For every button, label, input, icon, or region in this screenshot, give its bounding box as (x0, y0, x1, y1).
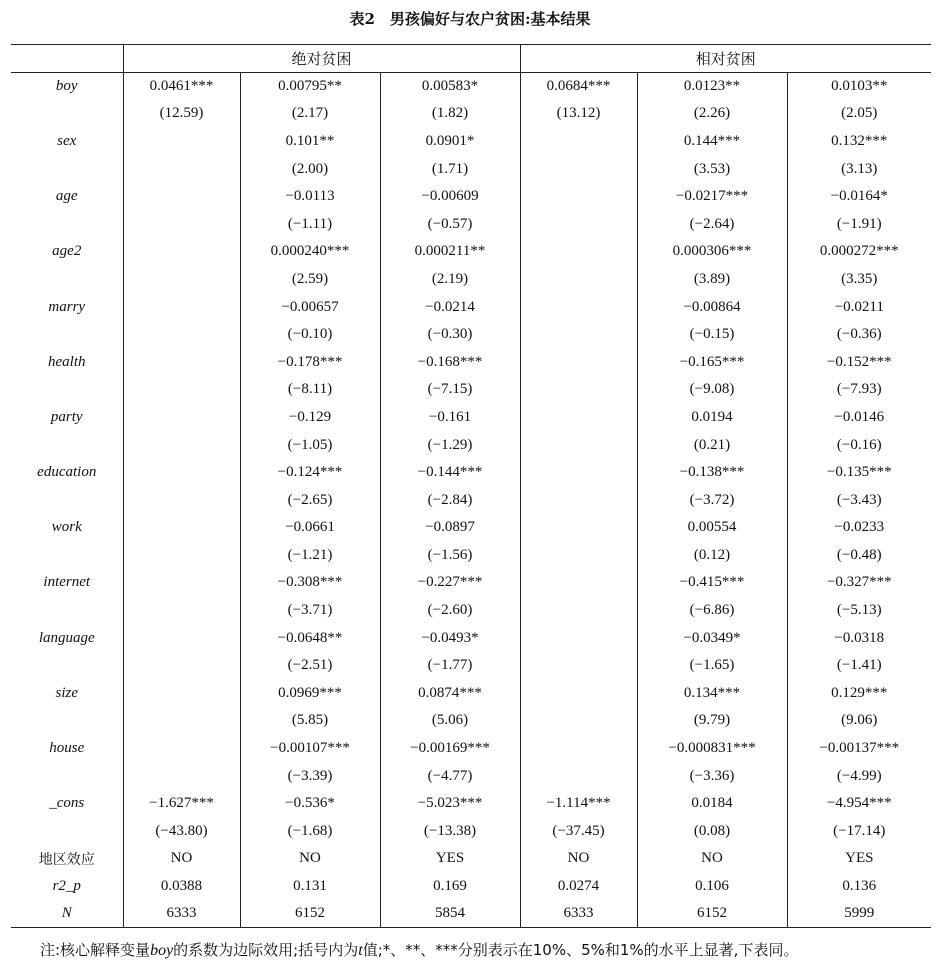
variable-label (11, 762, 123, 790)
note-suffix: 值;*、**、***分别表示在10%、5%和1%的水平上显著,下表同。 (362, 941, 799, 959)
table-cell (520, 376, 637, 404)
table-cell: −0.415*** (637, 569, 787, 597)
table-cell (123, 404, 240, 432)
variable-label: party (11, 404, 123, 432)
variable-label (11, 542, 123, 570)
group-header-row (11, 45, 931, 73)
table-cell: −0.0211 (834, 298, 884, 315)
table-cell: 0.0184 (637, 790, 787, 818)
variable-label: _cons (11, 790, 123, 818)
variable-label (11, 431, 123, 459)
table-cell: 0.00795** (240, 73, 380, 101)
table-cell: (2.17) (240, 100, 380, 128)
table-cell: (−0.36) (836, 326, 882, 343)
table-row-tstat (11, 818, 931, 846)
variable-label: age2 (11, 238, 123, 266)
header-blank-cell (11, 45, 123, 73)
table-cell: (−3.71) (240, 597, 380, 625)
table-cell: 0.000272*** (819, 243, 899, 260)
table-cell: −0.00107*** (240, 735, 380, 763)
note-variable: boy (150, 942, 174, 959)
table-row-region-effect (11, 845, 931, 873)
table-cell: (3.89) (637, 266, 787, 294)
table-cell: −0.161 (380, 404, 520, 432)
table-cell: (3.13) (841, 160, 878, 177)
table-cell (520, 321, 637, 349)
variable-label: house (11, 735, 123, 763)
table-cell (123, 266, 240, 294)
table-cell (123, 624, 240, 652)
table-cell (520, 569, 637, 597)
table-cell: −0.0214 (380, 293, 520, 321)
results-table (11, 44, 931, 928)
table-cell: (3.53) (637, 155, 787, 183)
table-cell: (−1.21) (240, 542, 380, 570)
table-body (11, 73, 931, 928)
table-cell (123, 155, 240, 183)
table-row-N (11, 900, 931, 928)
table-cell (123, 569, 240, 597)
table-cell: (5.06) (380, 707, 520, 735)
table-title: 表2 男孩偏好与农户贫困:基本结果 (349, 10, 591, 28)
table-cell (123, 542, 240, 570)
table-cell (520, 597, 637, 625)
table-cell: −0.0233 (834, 519, 885, 536)
table-cell: −0.327*** (826, 574, 892, 591)
table-row-tstat (11, 376, 931, 404)
table-row-work (11, 514, 931, 542)
table-cell: −0.138*** (637, 459, 787, 487)
table-cell: (−1.91) (836, 215, 882, 232)
table-cell: −0.144*** (380, 459, 520, 487)
table-cell (123, 293, 240, 321)
table-cell: (−43.80) (123, 818, 240, 846)
table-cell: (−0.15) (637, 321, 787, 349)
table-cell: (−13.38) (380, 818, 520, 846)
table-cell: −0.00864 (637, 293, 787, 321)
table-cell: −0.152*** (826, 353, 892, 370)
table-cell: −0.00137*** (819, 740, 900, 757)
table-row-tstat (11, 707, 931, 735)
table-cell: −0.00609 (380, 183, 520, 211)
table-cell (520, 238, 637, 266)
table-cell: 0.144*** (637, 128, 787, 156)
table-row-tstat (11, 431, 931, 459)
table-cell: 0.0123** (637, 73, 787, 101)
table-cell: (−2.65) (240, 486, 380, 514)
table-row-health (11, 348, 931, 376)
table-cell: 6333 (520, 900, 637, 928)
table-cell: (5.85) (240, 707, 380, 735)
table-cell: −0.000831*** (637, 735, 787, 763)
table-cell: (9.06) (841, 712, 878, 729)
table-cell: 0.0194 (637, 404, 787, 432)
table-cell: (−0.16) (836, 436, 882, 453)
table-cell: −0.227*** (380, 569, 520, 597)
table-cell: (−1.65) (637, 652, 787, 680)
table-cell (123, 680, 240, 708)
table-cell: (12.59) (123, 100, 240, 128)
table-cell: 0.0103** (831, 78, 888, 95)
table-cell (520, 542, 637, 570)
table-cell: (−0.57) (380, 210, 520, 238)
table-cell: (−4.99) (836, 767, 882, 784)
variable-label: age (11, 183, 123, 211)
table-row-size (11, 680, 931, 708)
table-row-tstat (11, 652, 931, 680)
table-cell (520, 735, 637, 763)
table-cell: −5.023*** (380, 790, 520, 818)
table-cell (123, 431, 240, 459)
table-cell (520, 707, 637, 735)
table-cell: −0.0146 (834, 408, 885, 425)
variable-label: boy (11, 73, 123, 101)
table-cell: (−6.86) (637, 597, 787, 625)
table-cell (520, 348, 637, 376)
variable-label (11, 266, 123, 294)
variable-label: language (11, 624, 123, 652)
table-cell: −0.168*** (380, 348, 520, 376)
table-cell: (−3.43) (836, 491, 882, 508)
table-cell: (−1.56) (380, 542, 520, 570)
table-cell (123, 459, 240, 487)
table-cell: −0.124*** (240, 459, 380, 487)
table-cell: 0.0684*** (520, 73, 637, 101)
table-cell: (−1.77) (380, 652, 520, 680)
table-row-tstat (11, 542, 931, 570)
table-cell (123, 652, 240, 680)
table-cell: NO (240, 845, 380, 873)
table-cell: (−3.72) (637, 486, 787, 514)
table-cell: −0.0318 (834, 629, 885, 646)
variable-label: health (11, 348, 123, 376)
variable-label: r2_p (11, 873, 123, 901)
table-cell: 0.0274 (520, 873, 637, 901)
variable-label (11, 321, 123, 349)
table-cell: 0.0969*** (240, 680, 380, 708)
variable-label (11, 652, 123, 680)
table-cell: (9.79) (637, 707, 787, 735)
table-cell: −0.0648** (240, 624, 380, 652)
table-cell: (−17.14) (833, 822, 886, 839)
variable-label (11, 597, 123, 625)
variable-label: N (11, 900, 123, 928)
table-cell: (1.82) (380, 100, 520, 128)
table-cell: (0.08) (637, 818, 787, 846)
table-cell: (−1.41) (836, 657, 882, 674)
table-cell: 5854 (380, 900, 520, 928)
table-cell (123, 735, 240, 763)
table-cell: NO (637, 845, 787, 873)
table-cell: (0.21) (637, 431, 787, 459)
group-header-relative-poverty: 相对贫困 (520, 45, 931, 73)
table-row-house (11, 735, 931, 763)
table-cell: 0.131 (240, 873, 380, 901)
table-cell (123, 238, 240, 266)
group-header-absolute-poverty: 绝对贫困 (123, 45, 520, 73)
table-cell (123, 210, 240, 238)
variable-label (11, 376, 123, 404)
variable-label: work (11, 514, 123, 542)
table-cell: −1.627*** (123, 790, 240, 818)
table-cell: 0.00583* (380, 73, 520, 101)
table-cell (520, 266, 637, 294)
table-cell: −0.135*** (826, 464, 892, 481)
table-cell: (2.19) (380, 266, 520, 294)
table-cell: −0.165*** (637, 348, 787, 376)
table-cell: YES (380, 845, 520, 873)
table-cell: 0.00554 (637, 514, 787, 542)
table-cell: −0.00657 (240, 293, 380, 321)
table-cell: (−2.64) (637, 210, 787, 238)
table-row-tstat (11, 486, 931, 514)
table-cell: (−3.36) (637, 762, 787, 790)
table-cell: 5999 (787, 900, 931, 928)
table-cell: (−2.60) (380, 597, 520, 625)
table-cell (123, 486, 240, 514)
table-cell: −0.0164* (830, 188, 888, 205)
table-row-age (11, 183, 931, 211)
table-cell: 6152 (637, 900, 787, 928)
table-cell: 0.134*** (637, 680, 787, 708)
table-cell: 0.101** (240, 128, 380, 156)
table-cell (123, 376, 240, 404)
table-row-tstat (11, 597, 931, 625)
table-cell: −0.0113 (240, 183, 380, 211)
variable-label: sex (11, 128, 123, 156)
table-row-r2p (11, 873, 931, 901)
table-cell (520, 652, 637, 680)
variable-label: education (11, 459, 123, 487)
variable-label (11, 210, 123, 238)
table-cell (123, 514, 240, 542)
table-cell (520, 293, 637, 321)
variable-label: marry (11, 293, 123, 321)
table-cell (123, 128, 240, 156)
table-row-tstat (11, 266, 931, 294)
table-row-tstat (11, 321, 931, 349)
table-row-education (11, 459, 931, 487)
table-cell: 0.129*** (831, 684, 888, 701)
table-cell: (−1.11) (240, 210, 380, 238)
table-row-internet (11, 569, 931, 597)
table-cell: 6152 (240, 900, 380, 928)
variable-label (11, 100, 123, 128)
table-row-sex (11, 128, 931, 156)
table-cell: NO (123, 845, 240, 873)
table-cell (123, 762, 240, 790)
table-cell: (−3.39) (240, 762, 380, 790)
table-row-marry (11, 293, 931, 321)
table-row-tstat (11, 100, 931, 128)
variable-label (11, 155, 123, 183)
table-cell: (0.12) (637, 542, 787, 570)
table-cell: −0.178*** (240, 348, 380, 376)
table-cell (520, 459, 637, 487)
table-cell (520, 486, 637, 514)
table-footnote (40, 939, 940, 960)
table-cell (123, 348, 240, 376)
table-cell (520, 680, 637, 708)
table-cell: (2.26) (637, 100, 787, 128)
table-cell: (−7.15) (380, 376, 520, 404)
table-cell: (−0.10) (240, 321, 380, 349)
table-cell (520, 624, 637, 652)
table-cell: 0.169 (380, 873, 520, 901)
table-cell: 6333 (123, 900, 240, 928)
table-cell: −4.954*** (826, 795, 892, 812)
variable-label (11, 818, 123, 846)
table-cell: YES (845, 850, 874, 867)
table-cell (520, 431, 637, 459)
table-cell (520, 183, 637, 211)
table-cell: (−1.68) (240, 818, 380, 846)
table-cell (520, 514, 637, 542)
variable-label: 地区效应 (11, 845, 123, 873)
table-cell: 0.000306*** (637, 238, 787, 266)
table-cell: −0.0493* (380, 624, 520, 652)
table-cell: (−1.29) (380, 431, 520, 459)
table-cell: −0.00169*** (380, 735, 520, 763)
table-cell: 0.0388 (123, 873, 240, 901)
table-row-age2 (11, 238, 931, 266)
table-cell: −0.129 (240, 404, 380, 432)
table-cell: (13.12) (520, 100, 637, 128)
table-cell: 0.136 (842, 878, 877, 895)
variable-label: internet (11, 569, 123, 597)
variable-label (11, 486, 123, 514)
table-cell: (2.00) (240, 155, 380, 183)
table-cell: 0.106 (637, 873, 787, 901)
note-prefix: 注:核心解释变量 (40, 941, 151, 959)
table-cell (123, 183, 240, 211)
table-cell: (−37.45) (520, 818, 637, 846)
table-cell: 0.132*** (831, 132, 888, 149)
table-cell (520, 155, 637, 183)
table-cell: (−8.11) (240, 376, 380, 404)
table-cell: −0.0897 (380, 514, 520, 542)
note-t-symbol: t (358, 942, 363, 959)
table-cell (123, 597, 240, 625)
table-cell: (−9.08) (637, 376, 787, 404)
table-cell: (−0.30) (380, 321, 520, 349)
table-row-tstat (11, 762, 931, 790)
table-row-tstat (11, 155, 931, 183)
table-cell (520, 128, 637, 156)
table-cell (520, 404, 637, 432)
table-cell (123, 321, 240, 349)
table-cell: (−2.51) (240, 652, 380, 680)
table-cell: 0.000240*** (240, 238, 380, 266)
table-cell: −0.0349* (637, 624, 787, 652)
table-cell: (−2.84) (380, 486, 520, 514)
table-cell: (2.05) (841, 105, 878, 122)
table-cell: (−5.13) (836, 602, 882, 619)
table-cell: (−4.77) (380, 762, 520, 790)
variable-label: size (11, 680, 123, 708)
table-cell: −0.0661 (240, 514, 380, 542)
table-row-tstat (11, 210, 931, 238)
table-cell (520, 210, 637, 238)
table-cell: −0.308*** (240, 569, 380, 597)
table-cell (520, 762, 637, 790)
table-cell: (−1.05) (240, 431, 380, 459)
table-cell: 0.000211** (380, 238, 520, 266)
note-middle: 的系数为边际效用;括号内为 (173, 941, 359, 959)
table-cell: (3.35) (841, 270, 878, 287)
table-row-party (11, 404, 931, 432)
table-cell: (1.71) (380, 155, 520, 183)
table-cell: 0.0461*** (123, 73, 240, 101)
table-row-cons (11, 790, 931, 818)
table-cell: 0.0874*** (380, 680, 520, 708)
table-cell: NO (520, 845, 637, 873)
table-cell: (2.59) (240, 266, 380, 294)
table-cell: 0.0901* (380, 128, 520, 156)
variable-label (11, 707, 123, 735)
table-cell: (−0.48) (836, 546, 882, 563)
table-cell: −0.0217*** (637, 183, 787, 211)
table-cell (123, 707, 240, 735)
table-cell: (−7.93) (836, 381, 882, 398)
table-cell: −0.536* (240, 790, 380, 818)
table-row-boy (11, 73, 931, 101)
table-row-language (11, 624, 931, 652)
table-cell: −1.114*** (520, 790, 637, 818)
